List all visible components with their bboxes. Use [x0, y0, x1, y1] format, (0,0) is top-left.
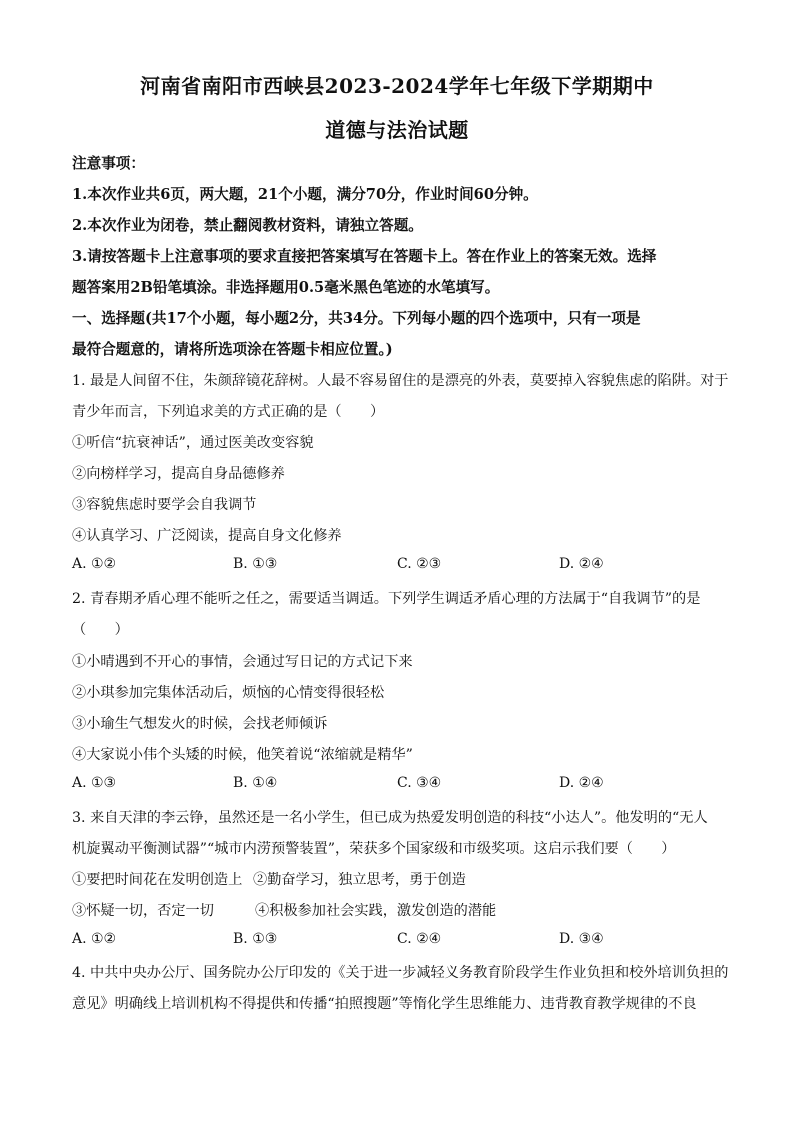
question-4-stem: 4. 中共中央办公厅、国务院办公厅印发的《关于进一步减轻义务教育阶段学生作业负担和校外培训负担的 [72, 965, 729, 981]
notes-heading: 注意事项： [72, 155, 145, 172]
question-2-statement: ②小琪参加完集体活动后，烦恼的心情变得很轻松 [72, 685, 385, 701]
option-d: D. ②④ [559, 775, 604, 791]
question-3-statement: ③怀疑一切，否定一切 [72, 903, 214, 919]
option-c: C. ②④ [397, 931, 442, 947]
exam-subject-title: 道德与法治试题 [325, 118, 469, 142]
question-3-stem: 3. 来自天津的李云铮，虽然还是一名小学生，但已成为热爱发明创造的科技“小达人”。他发明的“无人 [72, 810, 708, 826]
option-a: A. ①② [72, 931, 117, 947]
question-1-stem: 1. 最是人间留不住，朱颜辞镜花辞树。人最不容易留住的是漂亮的外表，莫要掉入容貌焦虑的陷阱。对于 [72, 373, 729, 389]
question-3-statement: ②勤奋学习，独立思考，勇于创造 [253, 872, 466, 888]
section-heading: 一、选择题(共17个小题，每小题2分，共34分。下列每小题的四个选项中，只有一项是 [72, 310, 641, 327]
option-b: B. ①④ [233, 775, 278, 791]
note-item-3: 3.请按答题卡上注意事项的要求直接把答案填写在答题卡上。答在作业上的答案无效。选择 [72, 248, 657, 265]
question-3-statement: ④积极参加社会实践，激发创造的潜能 [255, 903, 497, 919]
note-item-2: 2.本次作业为闭卷，禁止翻阅教材资料，请独立答题。 [72, 217, 423, 234]
option-a: A. ①③ [72, 775, 117, 791]
question-2-stem-cont: （ ） [72, 622, 129, 638]
question-2-statement: ①小晴遇到不开心的事情，会通过写日记的方式记下来 [72, 654, 413, 670]
question-3-statement: ①要把时间花在发明创造上 [72, 872, 243, 888]
option-b: B. ①③ [233, 931, 278, 947]
option-b: B. ①③ [233, 556, 278, 572]
option-c: C. ②③ [397, 556, 442, 572]
option-a: A. ①② [72, 556, 117, 572]
question-2-statement: ③小瑜生气想发火的时候，会找老师倾诉 [72, 716, 328, 732]
question-1-statement: ②向榜样学习，提高自身品德修养 [72, 466, 285, 482]
question-1-statement: ①听信“抗衰神话”，通过医美改变容貌 [72, 435, 314, 451]
note-item-1: 1.本次作业共6页，两大题，21个小题，满分70分，作业时间60分钟。 [72, 186, 538, 203]
question-3-stem-cont: 机旋翼动平衡测试器”“城市内涝预警装置”，荣获多个国家级和市级奖项。这启示我们要（ ） [72, 841, 676, 857]
question-1-statement: ③容貌焦虑时要学会自我调节 [72, 497, 257, 513]
exam-title: 河南省南阳市西峡县2023-2024学年七年级下学期期中 [140, 74, 654, 98]
question-4-stem-cont: 意见》明确线上培训机构不得提供和传播“拍照搜题”等惰化学生思维能力、违背教育教学规律的不良 [72, 996, 697, 1012]
option-c: C. ③④ [397, 775, 442, 791]
section-heading-cont: 最符合题意的，请将所选项涂在答题卡相应位置。) [72, 341, 393, 358]
question-1-stem-cont: 青少年而言，下列追求美的方式正确的是（ ） [72, 404, 385, 420]
option-d: D. ②④ [559, 556, 604, 572]
option-d: D. ③④ [559, 931, 604, 947]
question-2-stem: 2. 青春期矛盾心理不能听之任之，需要适当调适。下列学生调适矛盾心理的方法属于“自我调节”的是 [72, 591, 701, 607]
question-1-statement: ④认真学习、广泛阅读，提高自身文化修养 [72, 528, 342, 544]
note-item-3-cont: 题答案用2B铅笔填涂。非选择题用0.5毫米黑色笔迹的水笔填写。 [72, 279, 500, 296]
question-2-statement: ④大家说小伟个头矮的时候，他笑着说“浓缩就是精华” [72, 747, 413, 763]
